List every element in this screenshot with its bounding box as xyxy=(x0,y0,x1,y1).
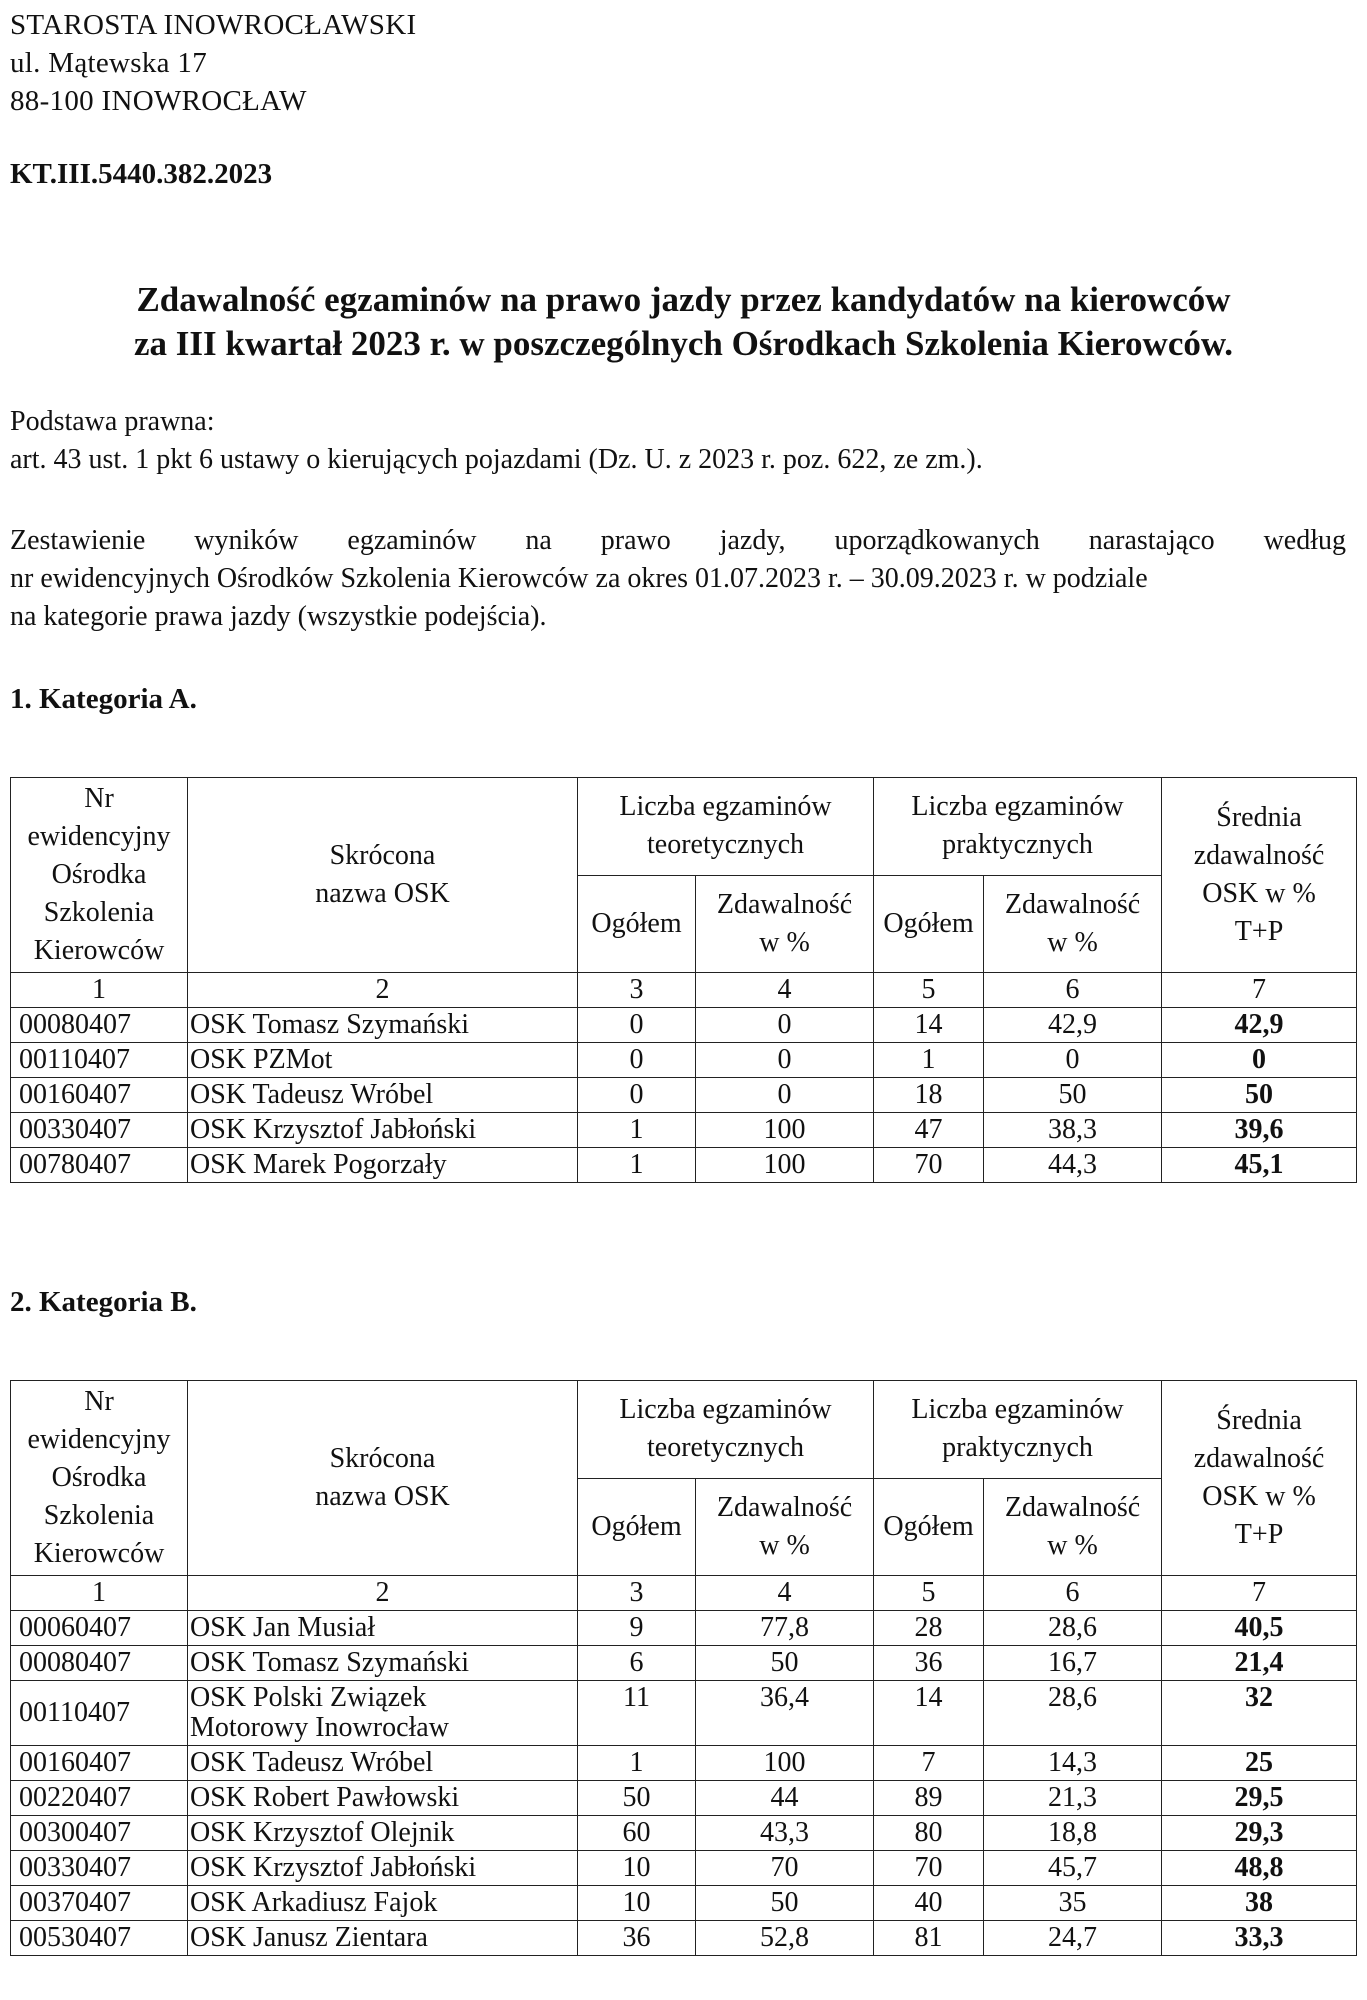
table-row xyxy=(11,1611,1357,1646)
registration-number-cell: 00370407 xyxy=(11,1886,188,1921)
header-text-line: Ośrodka xyxy=(51,859,147,890)
column-number: 3 xyxy=(578,973,696,1008)
header-text-line: T+P xyxy=(1234,916,1284,947)
header-text-line: w % xyxy=(759,926,810,958)
section-heading: 2. Kategoria B. xyxy=(10,1286,197,1318)
column-number: 7 xyxy=(1162,1576,1357,1611)
header-text-line: zdawalność xyxy=(1193,1443,1325,1474)
average-pass-rate-cell: 42,9 xyxy=(1162,1008,1357,1043)
practice-pass-rate-cell: 0 xyxy=(984,1043,1162,1078)
practice-pass-rate-cell: 24,7 xyxy=(984,1921,1162,1956)
practice-pass-rate-cell: 45,7 xyxy=(984,1851,1162,1886)
osk-name-line: OSK Janusz Zientara xyxy=(190,1922,428,1953)
osk-name-line: OSK Tadeusz Wróbel xyxy=(190,1747,434,1778)
osk-name-line: Motorowy Inowrocław xyxy=(190,1712,449,1743)
table-row xyxy=(11,1078,1357,1113)
osk-name-line: OSK Marek Pogorzały xyxy=(190,1149,447,1180)
average-pass-rate-cell: 39,6 xyxy=(1162,1113,1357,1148)
theory-pass-rate-cell: 100 xyxy=(696,1746,874,1781)
average-pass-rate-cell: 32 xyxy=(1162,1681,1357,1746)
column-number: 1 xyxy=(11,973,188,1008)
theory-total-cell: 0 xyxy=(578,1043,696,1078)
registration-number-cell: 00530407 xyxy=(11,1921,188,1956)
col-header-practice-total: Ogółem xyxy=(874,875,984,973)
practice-pass-rate-cell: 35 xyxy=(984,1886,1162,1921)
osk-name-cell xyxy=(188,1816,578,1851)
header-text-line: w % xyxy=(1047,926,1098,958)
theory-total-cell: 50 xyxy=(578,1781,696,1816)
col-header-registration-number xyxy=(11,1381,188,1576)
practice-total-cell: 40 xyxy=(874,1886,984,1921)
summary-line-2: nr ewidencyjnych Ośrodków Szkolenia Kierowców za okres 01.07.2023 r. – 30.09.2023 r. w podziale xyxy=(10,563,1148,594)
col-header-theory-pass-rate xyxy=(696,875,874,973)
practice-pass-rate-cell: 50 xyxy=(984,1078,1162,1113)
table-row xyxy=(11,1646,1357,1681)
col-header-registration-number xyxy=(11,778,188,973)
theory-total-cell: 0 xyxy=(578,1078,696,1113)
osk-name-line: OSK Tomasz Szymański xyxy=(190,1009,470,1040)
document-title xyxy=(0,278,1367,366)
col-header-practice-pass-rate xyxy=(984,875,1162,973)
header-text-line: w % xyxy=(1047,1529,1098,1561)
header-text-line: nazwa OSK xyxy=(315,1481,450,1512)
header-text-line: OSK w % xyxy=(1202,1481,1316,1512)
osk-name-line: OSK Tomasz Szymański xyxy=(190,1647,470,1678)
table-row xyxy=(11,1886,1357,1921)
theory-pass-rate-cell: 36,4 xyxy=(696,1681,874,1746)
practice-pass-rate-cell: 21,3 xyxy=(984,1781,1162,1816)
summary-line-1: Zestawienie wyników egzaminów na prawo jazdy, uporządkowanych narastająco według xyxy=(10,525,1346,556)
osk-name-line: OSK Krzysztof Jabłoński xyxy=(190,1852,477,1883)
practice-pass-rate-cell: 28,6 xyxy=(984,1681,1162,1746)
table-row xyxy=(11,1681,1357,1746)
col-header-practice-group xyxy=(874,1381,1162,1479)
header-text-line: Ośrodka xyxy=(51,1462,147,1493)
practice-total-cell: 80 xyxy=(874,1816,984,1851)
header-text-line: T+P xyxy=(1234,1519,1284,1550)
column-number: 5 xyxy=(874,1576,984,1611)
practice-pass-rate-cell: 18,8 xyxy=(984,1816,1162,1851)
col-header-average-pass-rate xyxy=(1162,778,1357,973)
theory-total-cell: 11 xyxy=(578,1681,696,1746)
osk-name-cell xyxy=(188,1646,578,1681)
street-address: ul. Mątewska 17 xyxy=(10,47,207,79)
header-text-line: Liczba egzaminów xyxy=(619,1394,832,1426)
legal-basis xyxy=(10,403,983,479)
average-pass-rate-cell: 45,1 xyxy=(1162,1148,1357,1183)
theory-total-cell: 1 xyxy=(578,1746,696,1781)
title-line-2: za III kwartał 2023 r. w poszczególnych Ośrodkach Szkolenia Kierowców. xyxy=(134,324,1233,363)
practice-pass-rate-cell: 28,6 xyxy=(984,1611,1162,1646)
registration-number-cell: 00060407 xyxy=(11,1611,188,1646)
registration-number-cell: 00330407 xyxy=(11,1851,188,1886)
theory-pass-rate-cell: 100 xyxy=(696,1113,874,1148)
osk-name-cell xyxy=(188,1078,578,1113)
theory-pass-rate-cell: 44 xyxy=(696,1781,874,1816)
theory-total-cell: 1 xyxy=(578,1148,696,1183)
header-row xyxy=(11,1381,1357,1479)
practice-pass-rate-cell: 16,7 xyxy=(984,1646,1162,1681)
legal-basis-label: Podstawa prawna: xyxy=(10,406,215,437)
average-pass-rate-cell: 21,4 xyxy=(1162,1646,1357,1681)
theory-pass-rate-cell: 50 xyxy=(696,1646,874,1681)
practice-total-cell: 70 xyxy=(874,1148,984,1183)
table-row xyxy=(11,1043,1357,1078)
header-text-line: Nr xyxy=(84,783,114,814)
osk-name-cell xyxy=(188,1681,578,1746)
col-header-practice-total: Ogółem xyxy=(874,1478,984,1576)
header-text-line: Liczba egzaminów xyxy=(911,791,1124,823)
header-text-line: Zdawalność xyxy=(716,1491,853,1523)
theory-pass-rate-cell: 77,8 xyxy=(696,1611,874,1646)
average-pass-rate-cell: 29,3 xyxy=(1162,1816,1357,1851)
column-number: 2 xyxy=(188,1576,578,1611)
column-number: 4 xyxy=(696,1576,874,1611)
theory-total-cell: 1 xyxy=(578,1113,696,1148)
header-text-line: nazwa OSK xyxy=(315,878,450,909)
col-header-osk-name xyxy=(188,1381,578,1576)
registration-number-cell: 00300407 xyxy=(11,1816,188,1851)
column-number: 6 xyxy=(984,973,1162,1008)
osk-name-cell xyxy=(188,1113,578,1148)
theory-pass-rate-cell: 52,8 xyxy=(696,1921,874,1956)
col-header-theory-total: Ogółem xyxy=(578,875,696,973)
practice-pass-rate-cell: 14,3 xyxy=(984,1746,1162,1781)
osk-name-line: OSK Krzysztof Jabłoński xyxy=(190,1114,477,1145)
osk-name-cell xyxy=(188,1148,578,1183)
column-number: 1 xyxy=(11,1576,188,1611)
reference-number: KT.III.5440.382.2023 xyxy=(10,158,273,190)
header-text-line: teoretycznych xyxy=(646,829,805,861)
header-text-line: praktycznych xyxy=(942,1432,1093,1464)
osk-name-line: OSK Jan Musiał xyxy=(190,1612,376,1643)
practice-total-cell: 70 xyxy=(874,1851,984,1886)
average-pass-rate-cell: 25 xyxy=(1162,1746,1357,1781)
col-header-theory-group xyxy=(578,778,874,876)
osk-name-cell xyxy=(188,1851,578,1886)
header-text-line: Kierowców xyxy=(33,935,165,966)
column-number-row xyxy=(11,1576,1357,1611)
theory-total-cell: 60 xyxy=(578,1816,696,1851)
osk-name-line: OSK PZMot xyxy=(190,1044,333,1075)
header-text-line: Nr xyxy=(84,1386,114,1417)
col-header-practice-group xyxy=(874,778,1162,876)
practice-total-cell: 1 xyxy=(874,1043,984,1078)
registration-number-cell: 00160407 xyxy=(11,1746,188,1781)
theory-pass-rate-cell: 0 xyxy=(696,1008,874,1043)
summary-paragraph xyxy=(10,522,1346,636)
practice-total-cell: 14 xyxy=(874,1681,984,1746)
table-row xyxy=(11,1746,1357,1781)
header-text-line: praktycznych xyxy=(942,829,1093,861)
header-text-line: Skrócona xyxy=(329,840,436,871)
osk-name-cell xyxy=(188,1781,578,1816)
header-text-line: Średnia xyxy=(1216,802,1302,833)
theory-pass-rate-cell: 43,3 xyxy=(696,1816,874,1851)
theory-pass-rate-cell: 100 xyxy=(696,1148,874,1183)
osk-name-cell xyxy=(188,1611,578,1646)
col-header-average-pass-rate xyxy=(1162,1381,1357,1576)
table-row xyxy=(11,1781,1357,1816)
registration-number-cell: 00080407 xyxy=(11,1646,188,1681)
theory-pass-rate-cell: 50 xyxy=(696,1886,874,1921)
column-number: 2 xyxy=(188,973,578,1008)
title-line-1: Zdawalność egzaminów na prawo jazdy przez kandydatów na kierowców xyxy=(136,280,1231,319)
practice-pass-rate-cell: 44,3 xyxy=(984,1148,1162,1183)
osk-name-cell xyxy=(188,1921,578,1956)
average-pass-rate-cell: 50 xyxy=(1162,1078,1357,1113)
header-text-line: Zdawalność xyxy=(1004,1491,1141,1523)
osk-name-line: OSK Arkadiusz Fajok xyxy=(190,1887,438,1918)
average-pass-rate-cell: 38 xyxy=(1162,1886,1357,1921)
section-heading: 1. Kategoria A. xyxy=(10,683,197,715)
col-header-practice-pass-rate xyxy=(984,1478,1162,1576)
osk-name-line: OSK Polski Związek xyxy=(190,1682,427,1713)
practice-total-cell: 14 xyxy=(874,1008,984,1043)
registration-number-cell: 00160407 xyxy=(11,1078,188,1113)
results-table xyxy=(10,1380,1357,1956)
table-row xyxy=(11,1008,1357,1043)
summary-line-3: na kategorie prawa jazdy (wszystkie podejścia). xyxy=(10,601,547,632)
average-pass-rate-cell: 0 xyxy=(1162,1043,1357,1078)
address-block xyxy=(10,6,416,120)
header-text-line: Liczba egzaminów xyxy=(911,1394,1124,1426)
header-text-line: Zdawalność xyxy=(716,888,853,920)
osk-name-line: OSK Krzysztof Olejnik xyxy=(190,1817,455,1848)
authority-name: STAROSTA INOWROCŁAWSKI xyxy=(10,9,417,41)
theory-total-cell: 10 xyxy=(578,1886,696,1921)
theory-pass-rate-cell: 0 xyxy=(696,1078,874,1113)
osk-name-cell xyxy=(188,1886,578,1921)
col-header-theory-pass-rate xyxy=(696,1478,874,1576)
average-pass-rate-cell: 29,5 xyxy=(1162,1781,1357,1816)
theory-pass-rate-cell: 70 xyxy=(696,1851,874,1886)
col-header-theory-total: Ogółem xyxy=(578,1478,696,1576)
osk-name-line: OSK Robert Pawłowski xyxy=(190,1782,460,1813)
header-text-line: Zdawalność xyxy=(1004,888,1141,920)
theory-pass-rate-cell: 0 xyxy=(696,1043,874,1078)
header-text-line: ewidencyjny xyxy=(27,1424,171,1455)
header-text-line: Średnia xyxy=(1216,1405,1302,1436)
col-header-theory-group xyxy=(578,1381,874,1479)
column-number: 5 xyxy=(874,973,984,1008)
header-text-line: teoretycznych xyxy=(646,1432,805,1464)
theory-total-cell: 10 xyxy=(578,1851,696,1886)
legal-basis-text: art. 43 ust. 1 pkt 6 ustawy o kierujących pojazdami (Dz. U. z 2023 r. poz. 622, ze zm.). xyxy=(10,444,983,475)
average-pass-rate-cell: 48,8 xyxy=(1162,1851,1357,1886)
registration-number-cell: 00110407 xyxy=(11,1043,188,1078)
column-number: 3 xyxy=(578,1576,696,1611)
column-number-row xyxy=(11,973,1357,1008)
column-number: 6 xyxy=(984,1576,1162,1611)
header-text-line: Liczba egzaminów xyxy=(619,791,832,823)
practice-total-cell: 81 xyxy=(874,1921,984,1956)
practice-pass-rate-cell: 38,3 xyxy=(984,1113,1162,1148)
practice-total-cell: 47 xyxy=(874,1113,984,1148)
theory-total-cell: 36 xyxy=(578,1921,696,1956)
practice-total-cell: 18 xyxy=(874,1078,984,1113)
average-pass-rate-cell: 33,3 xyxy=(1162,1921,1357,1956)
table-row xyxy=(11,1148,1357,1183)
osk-name-cell xyxy=(188,1043,578,1078)
practice-total-cell: 28 xyxy=(874,1611,984,1646)
col-header-osk-name xyxy=(188,778,578,973)
table-row xyxy=(11,1921,1357,1956)
practice-total-cell: 89 xyxy=(874,1781,984,1816)
header-text-line: Szkolenia xyxy=(43,897,155,928)
practice-total-cell: 7 xyxy=(874,1746,984,1781)
theory-total-cell: 9 xyxy=(578,1611,696,1646)
table-row xyxy=(11,1851,1357,1886)
registration-number-cell: 00780407 xyxy=(11,1148,188,1183)
registration-number-cell: 00220407 xyxy=(11,1781,188,1816)
city-address: 88-100 INOWROCŁAW xyxy=(10,85,307,117)
header-text-line: Kierowców xyxy=(33,1538,165,1569)
osk-name-line: OSK Tadeusz Wróbel xyxy=(190,1079,434,1110)
header-text-line: w % xyxy=(759,1529,810,1561)
header-row xyxy=(11,778,1357,876)
average-pass-rate-cell: 40,5 xyxy=(1162,1611,1357,1646)
osk-name-cell xyxy=(188,1746,578,1781)
header-text-line: Szkolenia xyxy=(43,1500,155,1531)
column-number: 4 xyxy=(696,973,874,1008)
registration-number-cell: 00330407 xyxy=(11,1113,188,1148)
theory-total-cell: 6 xyxy=(578,1646,696,1681)
table-row xyxy=(11,1113,1357,1148)
header-text-line: OSK w % xyxy=(1202,878,1316,909)
column-number: 7 xyxy=(1162,973,1357,1008)
practice-total-cell: 36 xyxy=(874,1646,984,1681)
theory-total-cell: 0 xyxy=(578,1008,696,1043)
header-text-line: zdawalność xyxy=(1193,840,1325,871)
osk-name-cell xyxy=(188,1008,578,1043)
results-table xyxy=(10,777,1357,1183)
table-row xyxy=(11,1816,1357,1851)
registration-number-cell: 00110407 xyxy=(11,1681,188,1746)
practice-pass-rate-cell: 42,9 xyxy=(984,1008,1162,1043)
registration-number-cell: 00080407 xyxy=(11,1008,188,1043)
header-text-line: Skrócona xyxy=(329,1443,436,1474)
header-text-line: ewidencyjny xyxy=(27,821,171,852)
